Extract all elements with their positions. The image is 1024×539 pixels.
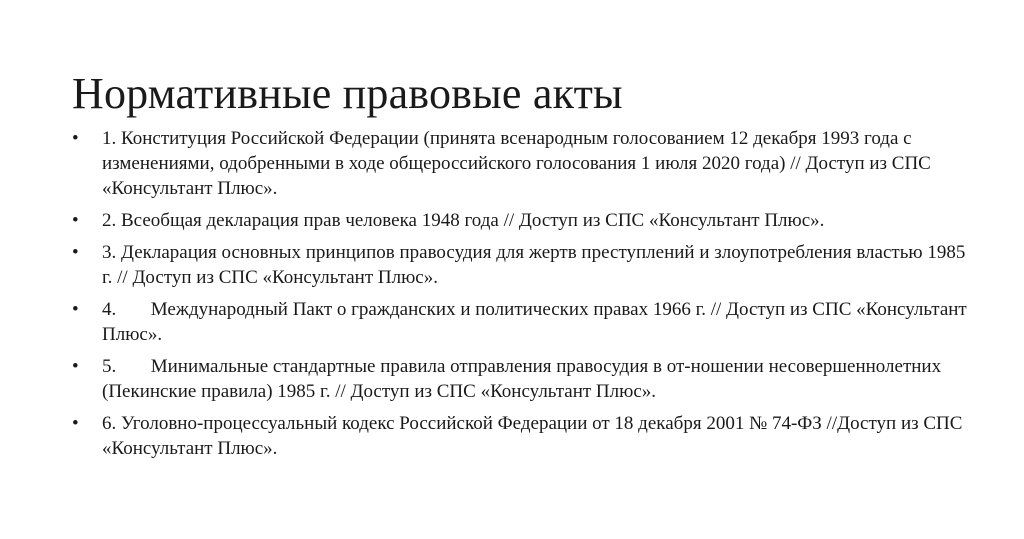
slide-title: Нормативные правовые акты bbox=[72, 69, 623, 118]
bullet-icon: • bbox=[72, 128, 79, 149]
list-item bbox=[72, 411, 972, 461]
item-number: 5. bbox=[102, 356, 117, 377]
bullet-list bbox=[72, 126, 972, 468]
item-text: Международный Пакт о гражданских и политических правах 1966 г. // Доступ из СПС «Консультант Плюс». bbox=[102, 299, 967, 345]
list-item bbox=[72, 240, 972, 290]
item-text: Уголовно-процессуальный кодекс Российской Федерации от 18 декабря 2001 № 74-ФЗ //Доступ из СПС «Консультант Плюс». bbox=[102, 413, 963, 459]
list-item bbox=[72, 354, 972, 404]
item-text: Всеобщая декларация прав человека 1948 года // Доступ из СПС «Консультант Плюс». bbox=[121, 210, 825, 231]
item-number: 1. bbox=[102, 128, 117, 149]
item-text: Декларация основных принципов правосудия для жертв преступлений и злоупотребления властью 1985 г. // Доступ из СПС «Консультант Плюс». bbox=[102, 242, 966, 288]
bullet-icon: • bbox=[72, 210, 79, 231]
item-number: 3. bbox=[102, 242, 117, 263]
list-item bbox=[72, 126, 972, 201]
bullet-icon: • bbox=[72, 299, 79, 320]
item-text: Конституция Российской Федерации (принята всенародным голосованием 12 декабря 1993 года с изменениями, одобренными в ходе общероссийского голосования 1 июля 2020 года) // Доступ из СПС «Консультант Плюс». bbox=[102, 128, 931, 199]
item-number: 6. bbox=[102, 413, 117, 434]
bullet-icon: • bbox=[72, 413, 79, 434]
item-text: Минимальные стандартные правила отправления правосудия в от-ношении несовершеннолетних (Пекинские правила) 1985 г. // Доступ из СПС «Консультант Плюс». bbox=[102, 356, 942, 402]
list-item bbox=[72, 297, 972, 347]
bullet-icon: • bbox=[72, 356, 79, 377]
list-item bbox=[72, 208, 972, 233]
item-number: 2. bbox=[102, 210, 117, 231]
bullet-icon: • bbox=[72, 242, 79, 263]
item-number: 4. bbox=[102, 299, 117, 320]
